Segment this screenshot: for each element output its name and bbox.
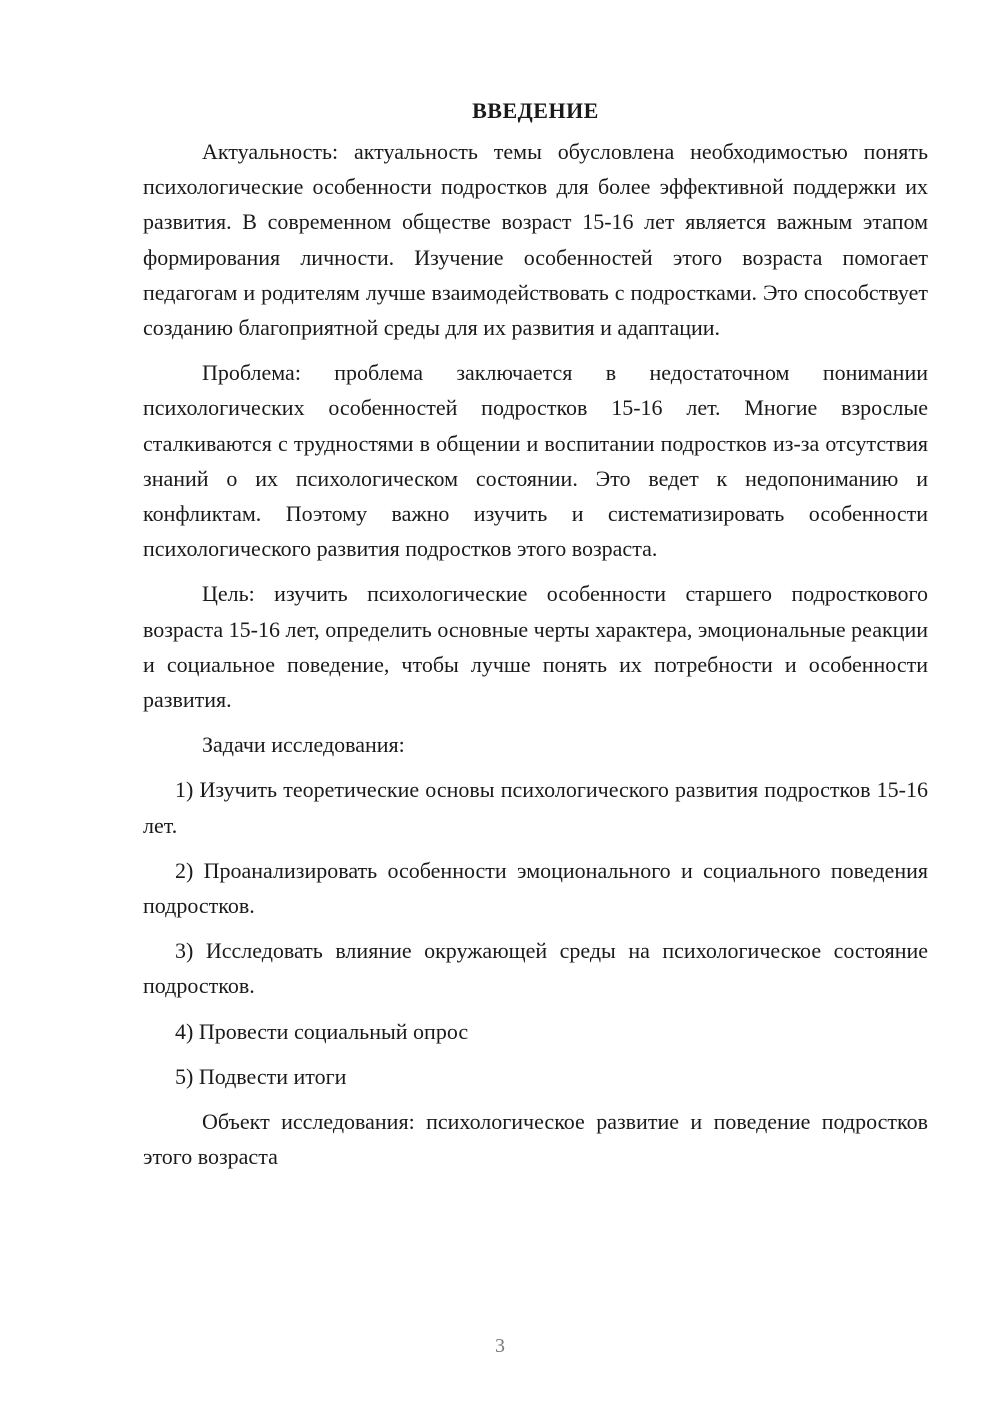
list-item: 1) Изучить теоретические основы психологического развития подростков 15-16 лет. (143, 777, 928, 838)
tasks-list (143, 772, 928, 1094)
list-item: 3) Исследовать влияние окружающей среды на психологическое состояние подростков. (143, 938, 928, 999)
list-item: 2) Проанализировать особенности эмоционального и социального поведения подростков. (143, 857, 928, 919)
page-number: 3 (495, 1335, 505, 1357)
goal-paragraph: Цель: изучить психологические особенности старшего подросткового возраста 15-16 лет, определить основные черты характера, эмоциональные реакции и социальное поведение, чтобы лучше понять их потребности и особенности развития. (143, 581, 928, 713)
list-item: 5) Подвести итоги (175, 1063, 347, 1089)
relevance-paragraph: Актуальность: актуальность темы обусловлена необходимостью понять психологические особенности подростков для более эффективной поддержки их развития. В современном обществе возраст 15-16 лет является важным этапом формирования личности. Изучение особенностей этого возраста помогает педагогам и родителям лучше взаимодействовать с подростками. Это способствует созданию благоприятной среды для их развития и адаптации. (143, 139, 928, 341)
object-paragraph: Объект исследования: психологическое развитие и поведение подростков этого возраста (143, 1109, 928, 1170)
section-title: ВВЕДЕНИЕ (472, 98, 599, 123)
list-item: 4) Провести социальный опрос (175, 1018, 469, 1044)
tasks-heading: Задачи исследования: (202, 732, 405, 758)
problem-paragraph: Проблема: проблема заключается в недостаточном понимании психологических особенностей подростков 15-16 лет. Многие взрослые сталкиваются с трудностями в общении и воспитании подростков из-за отсутствия знаний о их психологическом состоянии. Это ведет к недопониманию и конфликтам. Поэтому важно изучить и систематизировать особенности психологического развития подростков этого возраста. (143, 360, 928, 562)
document-page (143, 96, 928, 1174)
